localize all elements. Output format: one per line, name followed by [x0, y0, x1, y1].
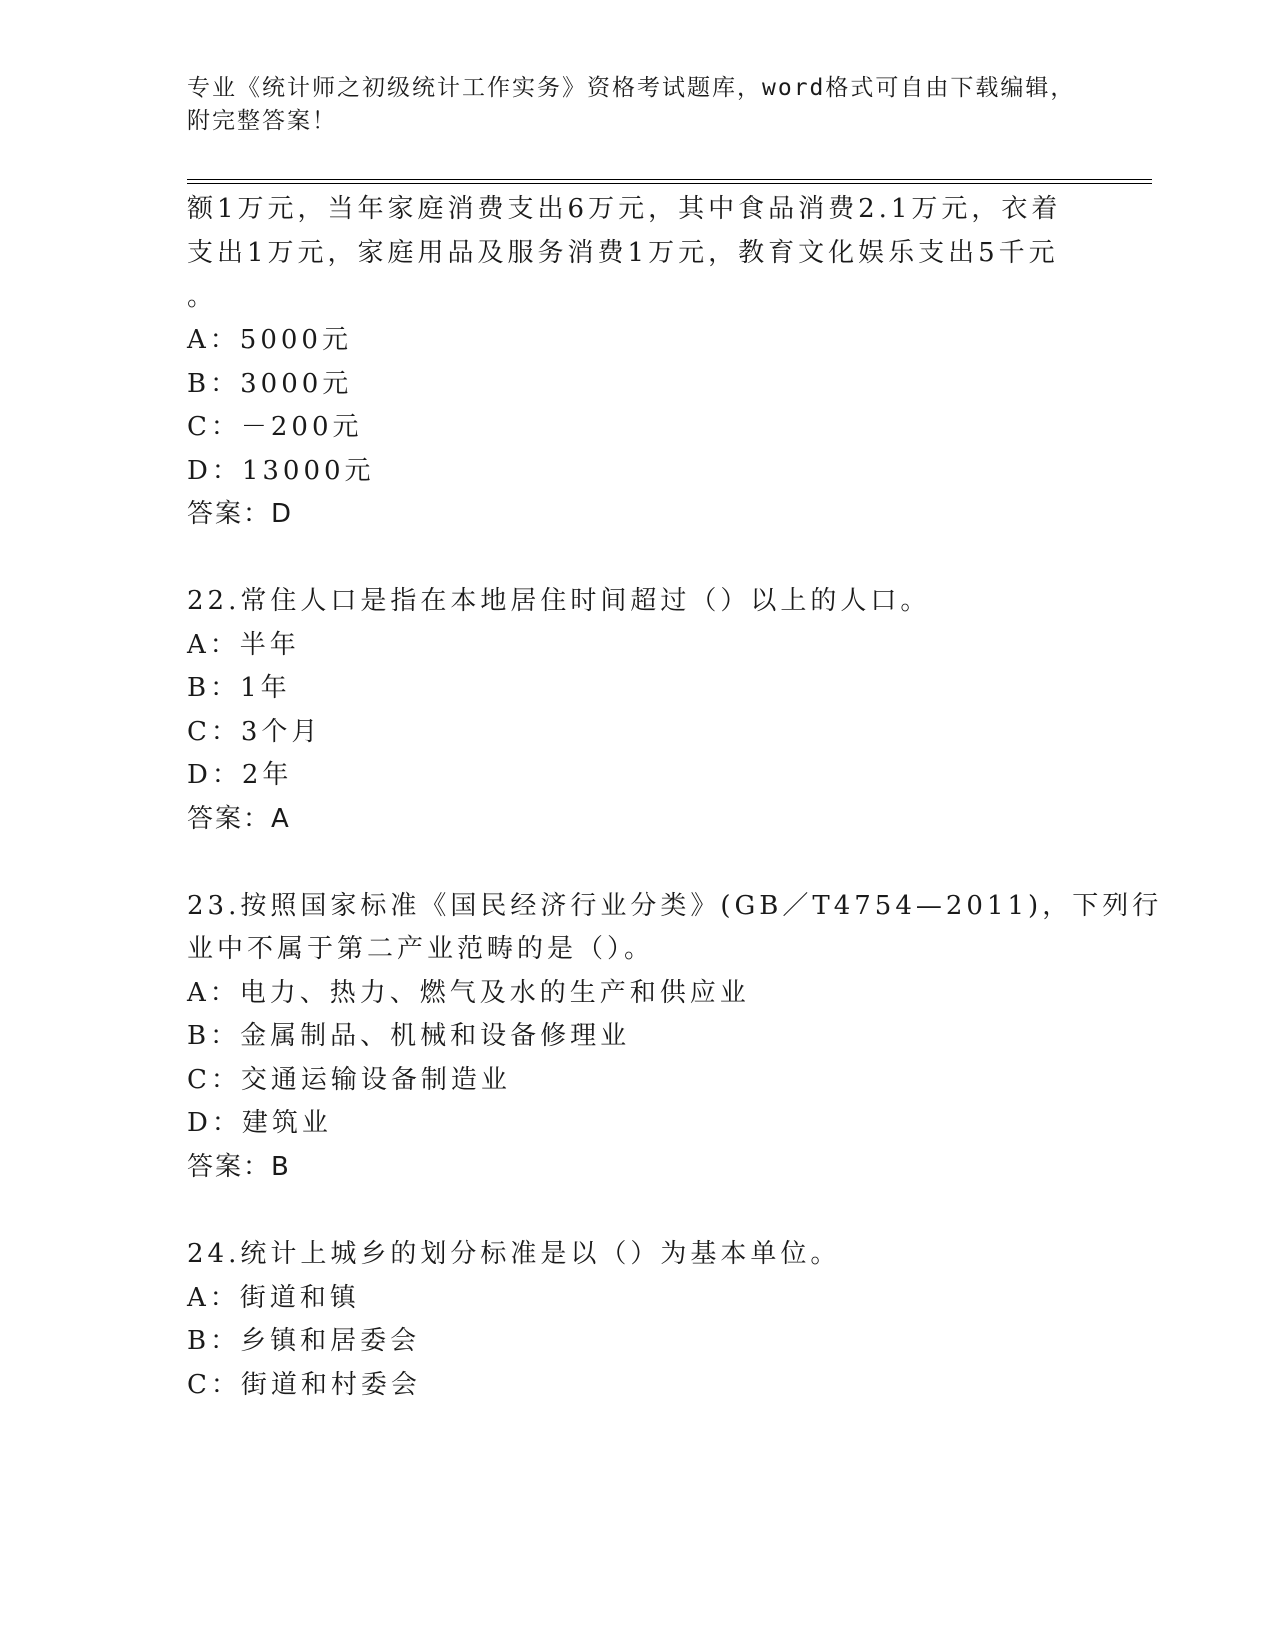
- header-divider-top: [187, 179, 1152, 180]
- option-c: C：－200元: [187, 412, 363, 442]
- option-d: D：建筑业: [187, 1108, 332, 1138]
- option-a: A：街道和镇: [187, 1283, 360, 1313]
- option-c: C：3个月: [187, 717, 322, 747]
- option-b: B：乡镇和居委会: [187, 1326, 421, 1356]
- option-c: C：交通运输设备制造业: [187, 1065, 511, 1095]
- option-c: C：街道和村委会: [187, 1370, 421, 1400]
- option-a: A：半年: [187, 630, 300, 660]
- question-22-text: 22.常住人口是指在本地居住时间超过（）以上的人口。: [187, 586, 931, 616]
- option-b: B：3000元: [187, 369, 353, 399]
- option-b: B：1年: [187, 673, 291, 703]
- option-d: D：13000元: [187, 456, 375, 486]
- header-divider-bottom: [187, 183, 1152, 184]
- document-header: [187, 72, 1087, 138]
- answer-label: 答案：D: [187, 499, 294, 529]
- question-text-line: 。: [187, 282, 218, 312]
- answer-label: 答案：B: [187, 1152, 291, 1182]
- question-text-line: 支出1万元，家庭用品及服务消费1万元，教育文化娱乐支出5千元: [187, 238, 1059, 268]
- option-a: A：电力、热力、燃气及水的生产和供应业: [187, 978, 750, 1008]
- header-title-line-2: 附完整答案！: [187, 108, 337, 134]
- option-a: A：5000元: [187, 325, 352, 355]
- question-text-line: 额1万元，当年家庭消费支出6万元，其中食品消费2.1万元，衣着: [187, 194, 1062, 224]
- question-23-text-line-1: 23.按照国家标准《国民经济行业分类》(GB／T4754—2011)，下列行: [187, 891, 1163, 921]
- option-d: D：2年: [187, 760, 293, 790]
- header-title-line-1: 专业《统计师之初级统计工作实务》资格考试题库，word格式可自由下载编辑，: [187, 75, 1076, 101]
- option-b: B：金属制品、机械和设备修理业: [187, 1021, 631, 1051]
- question-23-text-line-2: 业中不属于第二产业范畴的是（）。: [187, 934, 655, 964]
- answer-label: 答案：A: [187, 804, 291, 834]
- question-24-text: 24.统计上城乡的划分标准是以（）为基本单位。: [187, 1239, 841, 1269]
